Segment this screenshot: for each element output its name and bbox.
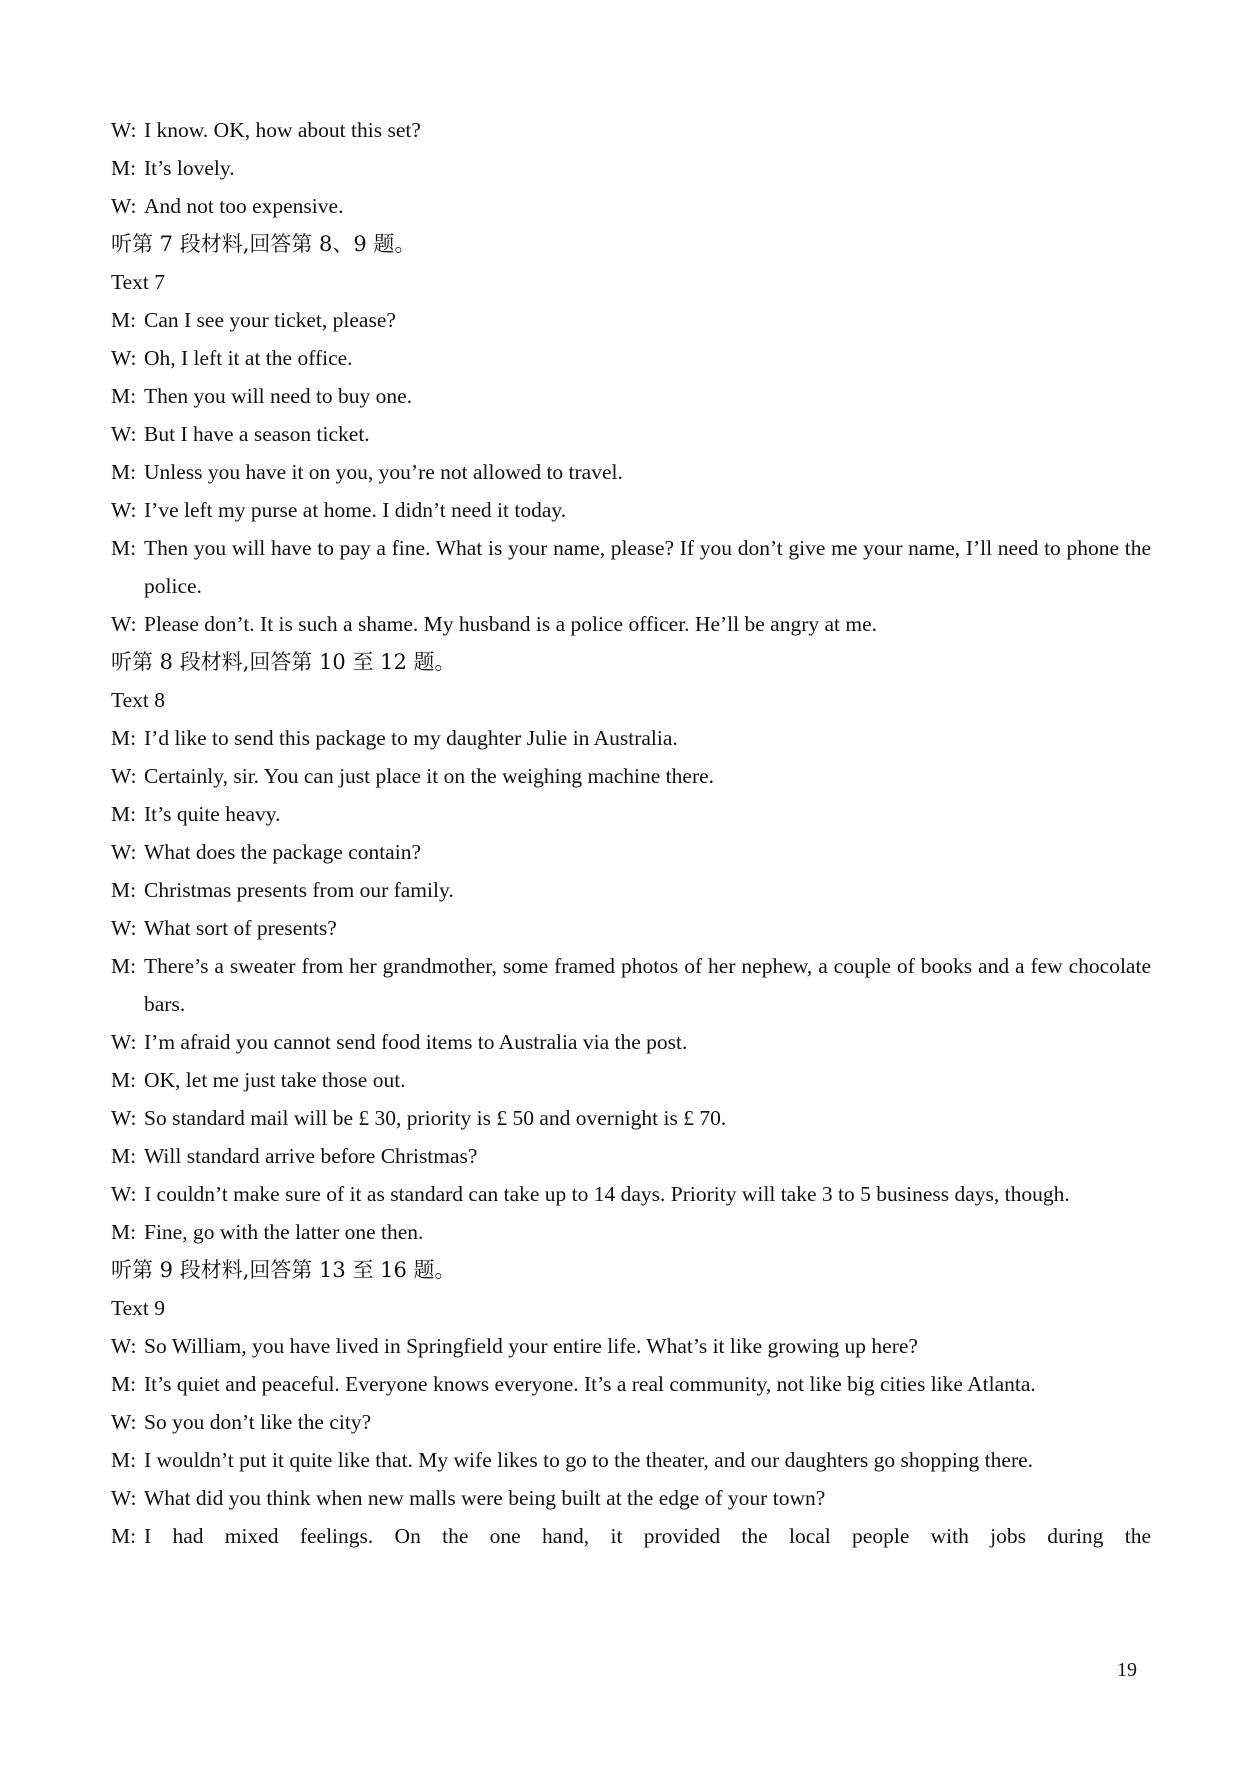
speaker-label: W: xyxy=(111,118,137,142)
dialogue-text: What sort of presents? xyxy=(144,916,337,940)
dialogue-line xyxy=(111,1023,1151,1061)
dialogue-text: Fine, go with the latter one then. xyxy=(144,1220,424,1244)
dialogue-line xyxy=(111,1327,1151,1365)
dialogue-text: Christmas presents from our family. xyxy=(144,878,454,902)
speaker-label: M: xyxy=(111,1068,137,1092)
speaker-label: W: xyxy=(111,194,137,218)
dialogue-text: But I have a season ticket. xyxy=(144,422,370,446)
dialogue-line xyxy=(111,491,1151,529)
dialogue-line xyxy=(111,757,1151,795)
dialogue-line xyxy=(111,453,1151,491)
dialogue-line xyxy=(111,1441,1151,1479)
dialogue-line xyxy=(111,415,1151,453)
speaker-label: M: xyxy=(111,536,137,560)
dialogue-text: Will standard arrive before Christmas? xyxy=(144,1144,478,1168)
dialogue-text: Oh, I left it at the office. xyxy=(144,346,353,370)
section-instruction: 听第 7 段材料,回答第 8、9 题。 xyxy=(111,232,416,256)
dialogue-text: So William, you have lived in Springfield your entire life. What’s it like growing up here? xyxy=(144,1334,918,1358)
section-instruction: 听第 8 段材料,回答第 10 至 12 题。 xyxy=(111,650,456,674)
dialogue-text: Then you will need to buy one. xyxy=(144,384,413,408)
dialogue-text: Then you will have to pay a fine. What is your name, please? If you don’t give me your name, I’ll need to phone the police. xyxy=(144,536,1151,598)
dialogue-text: It’s quiet and peaceful. Everyone knows everyone. It’s a real community, not like big cities like Atlanta. xyxy=(144,1372,1036,1396)
dialogue-line xyxy=(111,1365,1151,1403)
dialogue-line xyxy=(111,111,1151,149)
dialogue-text: I’m afraid you cannot send food items to Australia via the post. xyxy=(144,1030,688,1054)
speaker-label: W: xyxy=(111,498,137,522)
dialogue-text: What did you think when new malls were being built at the edge of your town? xyxy=(144,1486,826,1510)
text-label: Text 7 xyxy=(111,270,166,294)
dialogue-line xyxy=(111,1061,1151,1099)
dialogue-text: It’s lovely. xyxy=(144,156,235,180)
dialogue-line xyxy=(111,529,1151,605)
speaker-label: M: xyxy=(111,460,137,484)
dialogue-line xyxy=(111,1479,1151,1517)
dialogue-line xyxy=(111,1403,1151,1441)
dialogue-line xyxy=(111,1175,1151,1213)
speaker-label: M: xyxy=(111,878,137,902)
speaker-label: W: xyxy=(111,764,137,788)
dialogue-line xyxy=(111,947,1151,1023)
dialogue-line xyxy=(111,187,1151,225)
section-instruction: 听第 9 段材料,回答第 13 至 16 题。 xyxy=(111,1258,456,1282)
dialogue-text: I wouldn’t put it quite like that. My wife likes to go to the theater, and our daughters go shopping there. xyxy=(144,1448,1034,1472)
speaker-label: M: xyxy=(111,954,137,978)
dialogue-text: And not too expensive. xyxy=(144,194,344,218)
dialogue-text: OK, let me just take those out. xyxy=(144,1068,406,1092)
dialogue-line xyxy=(111,149,1151,187)
dialogue-line xyxy=(111,1099,1151,1137)
dialogue-text: There’s a sweater from her grandmother, some framed photos of her nephew, a couple of books and a few chocolate bars. xyxy=(144,954,1151,1016)
speaker-label: M: xyxy=(111,308,137,332)
dialogue-text: What does the package contain? xyxy=(144,840,421,864)
dialogue-line xyxy=(111,833,1151,871)
speaker-label: W: xyxy=(111,840,137,864)
dialogue-text: I couldn’t make sure of it as standard can take up to 14 days. Priority will take 3 to 5 business days, though. xyxy=(144,1182,1070,1206)
speaker-label: M: xyxy=(111,726,137,750)
dialogue-line xyxy=(111,377,1151,415)
speaker-label: W: xyxy=(111,422,137,446)
dialogue-line xyxy=(111,871,1151,909)
dialogue-line xyxy=(111,605,1151,643)
dialogue-text: Can I see your ticket, please? xyxy=(144,308,396,332)
dialogue-line xyxy=(111,339,1151,377)
dialogue-line xyxy=(111,301,1151,339)
dialogue-line xyxy=(111,1137,1151,1175)
dialogue-text: It’s quite heavy. xyxy=(144,802,281,826)
dialogue-text: So you don’t like the city? xyxy=(144,1410,372,1434)
speaker-label: M: xyxy=(111,156,137,180)
speaker-label: W: xyxy=(111,916,137,940)
dialogue-text: I’d like to send this package to my daughter Julie in Australia. xyxy=(144,726,678,750)
speaker-label: W: xyxy=(111,1410,137,1434)
dialogue-text: So standard mail will be £ 30, priority is £ 50 and overnight is £ 70. xyxy=(144,1106,727,1130)
speaker-label: W: xyxy=(111,1182,137,1206)
dialogue-line xyxy=(111,1517,1151,1555)
speaker-label: W: xyxy=(111,612,137,636)
dialogue-text: Unless you have it on you, you’re not allowed to travel. xyxy=(144,460,623,484)
speaker-label: W: xyxy=(111,1030,137,1054)
speaker-label: M: xyxy=(111,1372,137,1396)
speaker-label: W: xyxy=(111,1106,137,1130)
dialogue-text: Please don’t. It is such a shame. My husband is a police officer. He’ll be angry at me. xyxy=(144,612,878,636)
dialogue-text: I had mixed feelings. On the one hand, it provided the local people with jobs during the xyxy=(144,1524,1151,1548)
dialogue-line xyxy=(111,1213,1151,1251)
dialogue-line xyxy=(111,795,1151,833)
dialogue-line xyxy=(111,719,1151,757)
speaker-label: M: xyxy=(111,1448,137,1472)
speaker-label: W: xyxy=(111,1334,137,1358)
page-number: 19 xyxy=(1117,1659,1137,1681)
transcript-page xyxy=(111,111,1151,1555)
dialogue-text: Certainly, sir. You can just place it on the weighing machine there. xyxy=(144,764,715,788)
speaker-label: M: xyxy=(111,1220,137,1244)
speaker-label: W: xyxy=(111,346,137,370)
speaker-label: M: xyxy=(111,1524,137,1548)
dialogue-line xyxy=(111,909,1151,947)
speaker-label: M: xyxy=(111,384,137,408)
speaker-label: M: xyxy=(111,802,137,826)
text-label: Text 9 xyxy=(111,1296,166,1320)
dialogue-text: I know. OK, how about this set? xyxy=(144,118,421,142)
text-label: Text 8 xyxy=(111,688,166,712)
dialogue-text: I’ve left my purse at home. I didn’t need it today. xyxy=(144,498,567,522)
speaker-label: W: xyxy=(111,1486,137,1510)
speaker-label: M: xyxy=(111,1144,137,1168)
